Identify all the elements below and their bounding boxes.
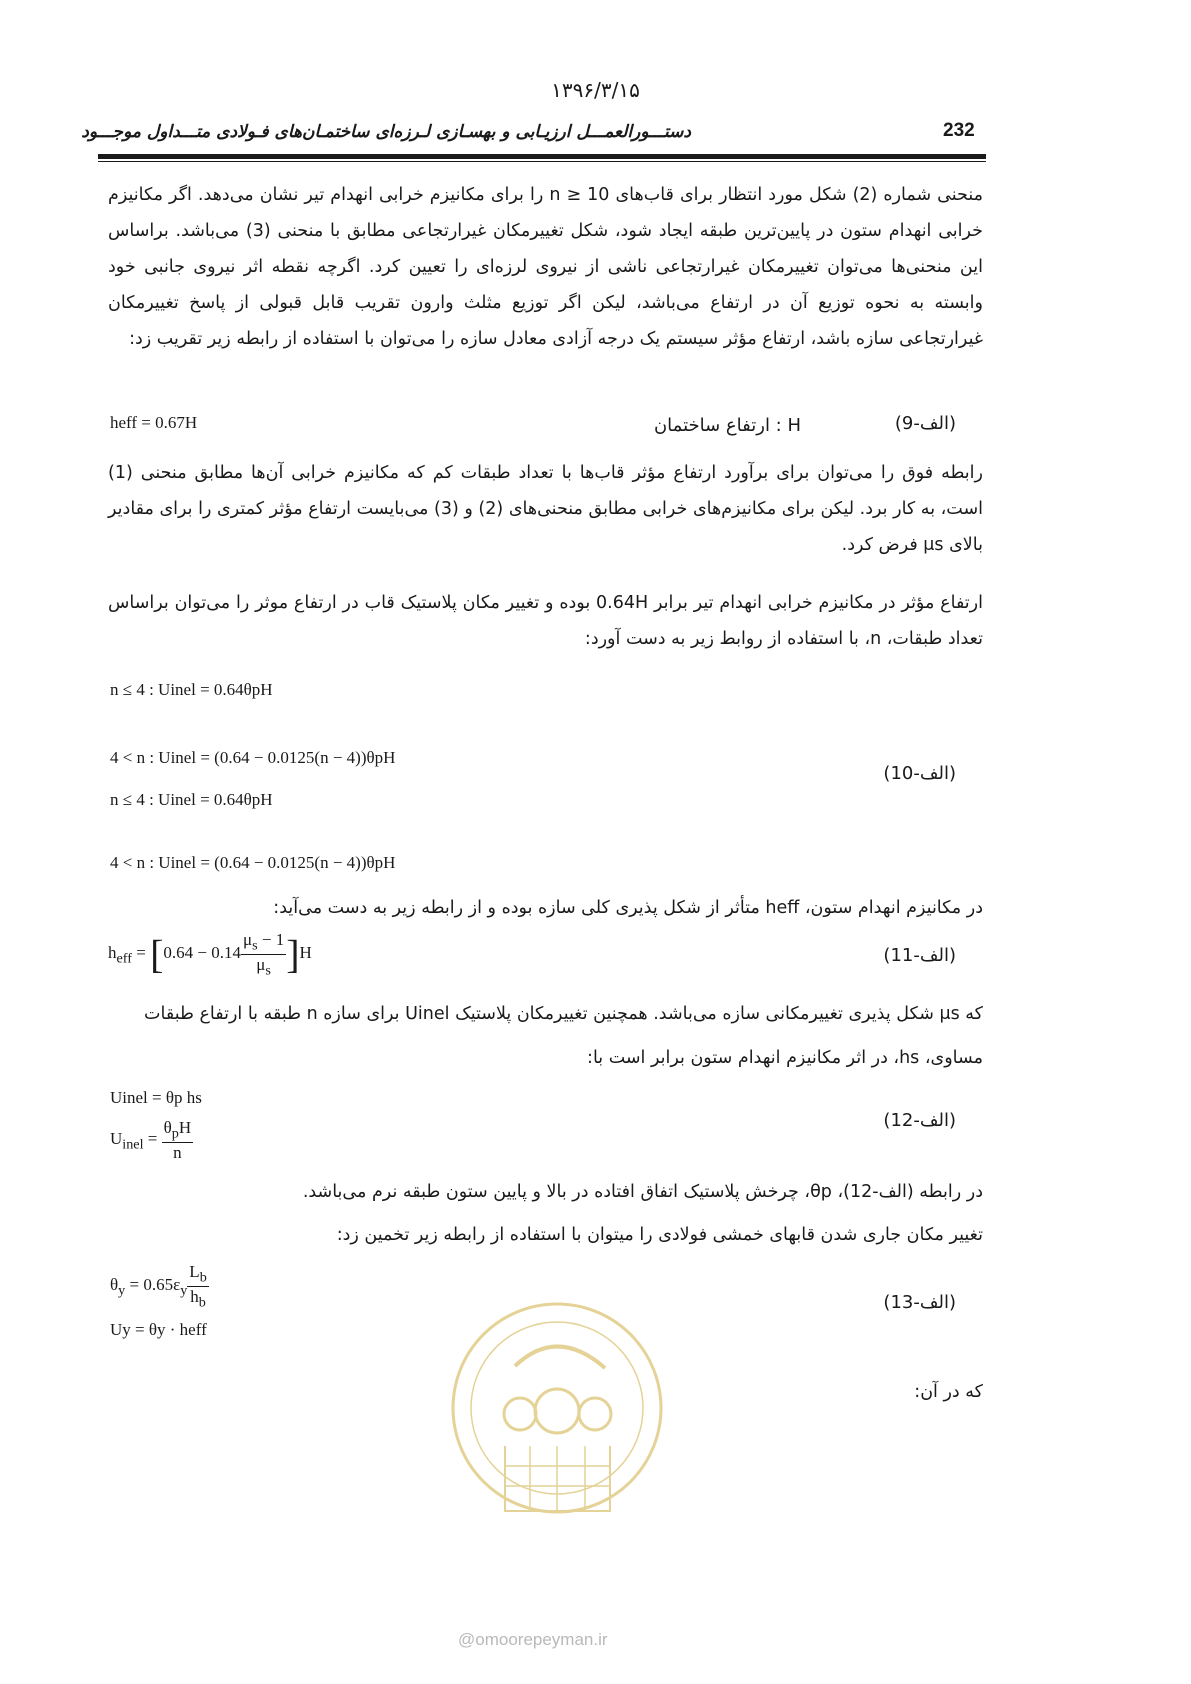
equation-9-number: (الف-9) [894,413,956,434]
equation-10a: n ≤ 4 : Uinel = 0.64θpH [110,680,273,699]
equation-9-text: heff = 0.67H [110,413,198,432]
equation-10c: n ≤ 4 : Uinel = 0.64θpH [110,790,273,809]
running-title: دستـــورالعمـــل ارزیـابی و بهسـازی لـرزه‌ای ساختمـان‌های فـولادی متـــداول موجـــود [81,122,691,142]
equation-12-number: (الف-12) [883,1110,956,1131]
watermark-url: @omoorepeyman.ir [458,1630,608,1649]
equation-10-number: (الف-10) [883,763,956,784]
watermark-seal [445,1296,670,1531]
equation-12a: Uinel = θp hs [110,1088,202,1107]
equation-10b: 4 < n : Uinel = (0.64 − 0.0125(n − 4))θpH [110,748,396,767]
paragraph-5-line-1: که μs شکل پذیری تغییرمکانی سازه می‌باشد. همچنین تغییرمکان پلاستیک Uinel برای سازه n طبقه با ارتفاع طبقات [144,1004,983,1024]
paragraph-8: که در آن: [914,1382,983,1402]
header-date: ۱۳۹۶/۳/۱۵ [551,78,640,102]
equation-10d: 4 < n : Uinel = (0.64 − 0.0125(n − 4))θpH [110,853,396,872]
equation-11-number: (الف-11) [883,945,956,966]
paragraph-2: رابطه فوق را می‌توان برای برآورد ارتفاع مؤثر قاب‌ها با تعداد طبقات کم که مکانیزم خرابی آن‌ها مطابق منحنی (1) است، به کار برد. لیکن برای مکانیزم‌های خرابی مطابق منحنی‌های (2) و (3) می‌بایست ارتفاع مؤثر کمتری را برای مقادیر بالای μs فرض کرد. [108,463,983,555]
paragraph-6: در رابطه (الف-12)، θp، چرخش پلاستیک اتفاق افتاده در بالا و پایین ستون طبقه نرم می‌باشد. [302,1182,983,1202]
header-rule-thin [98,161,986,162]
equation-12b: $U_{inel}$ = $\frac{\theta_pH}{n}$ [110,1118,192,1162]
paragraph-7: تغییر مکان جاری شدن قابهای خمشی فولادی را میتوان با استفاده از رابطه زیر تخمین زد: [336,1225,983,1245]
equation-13b: Uy = θy · heff [110,1320,207,1339]
equation-9-description: H : ارتفاع ساختمان [653,415,801,436]
paragraph-5-line-2: مساوی، hs، در اثر مکانیزم انهدام ستون برابر است با: [587,1048,983,1068]
paragraph-1: منحنی شماره (2) شکل مورد انتظار برای قاب‌های n ≥ 10 را برای مکانیزم خرابی انهدام تیر نشان می‌دهد. اگر مکانیزم خرابی انهدام ستون در پایین‌ترین طبقه ایجاد شود، شکل تغییرمکان غیرارتجاعی مطابق با منحنی (3) می‌باشد. براساس این منحنی‌ها می‌توان تغییرمکان غیرارتجاعی ناشی از نیروی لرزه‌ای را تعیین کرد. اگرچه نقطه اثر نیروی جانبی خود وابسته به نحوه توزیع آن در ارتفاع می‌باشد، لیکن اگر توزیع مثلث وارون تقریب قابل قبولی از پاسخ تغییرمکان غیرارتجاعی سازه باشد، ارتفاع مؤثر سیستم یک درجه آزادی معادل سازه را می‌توان با استفاده از رابطه زیر تقریب زد: [108,185,983,349]
equation-11: $h_{eff} = [0.64 - 0.14$ $\frac{\mu_s - 1}{\mu_s}$ ]H [108,930,312,979]
paragraph-3: ارتفاع مؤثر در مکانیزم خرابی انهدام تیر برابر 0.64H بوده و تغییر مکان پلاستیک قاب در ارتفاع موثر را می‌توان براساس تعداد طبقات، n، با استفاده از روابط زیر به دست آورد: [108,593,983,649]
paragraph-4: در مکانیزم انهدام ستون، heff متأثر از شکل پذیری کلی سازه بوده و از رابطه زیر به دست می‌آید: [273,898,983,918]
equation-9 [110,413,197,433]
header-rule [98,154,986,159]
page-number: 232 [943,120,975,141]
equation-13a: $\theta_y = 0.65\varepsilon_y$ $\frac{L_b}{h_b}$ [110,1262,207,1311]
equation-13-number: (الف-13) [883,1292,956,1313]
